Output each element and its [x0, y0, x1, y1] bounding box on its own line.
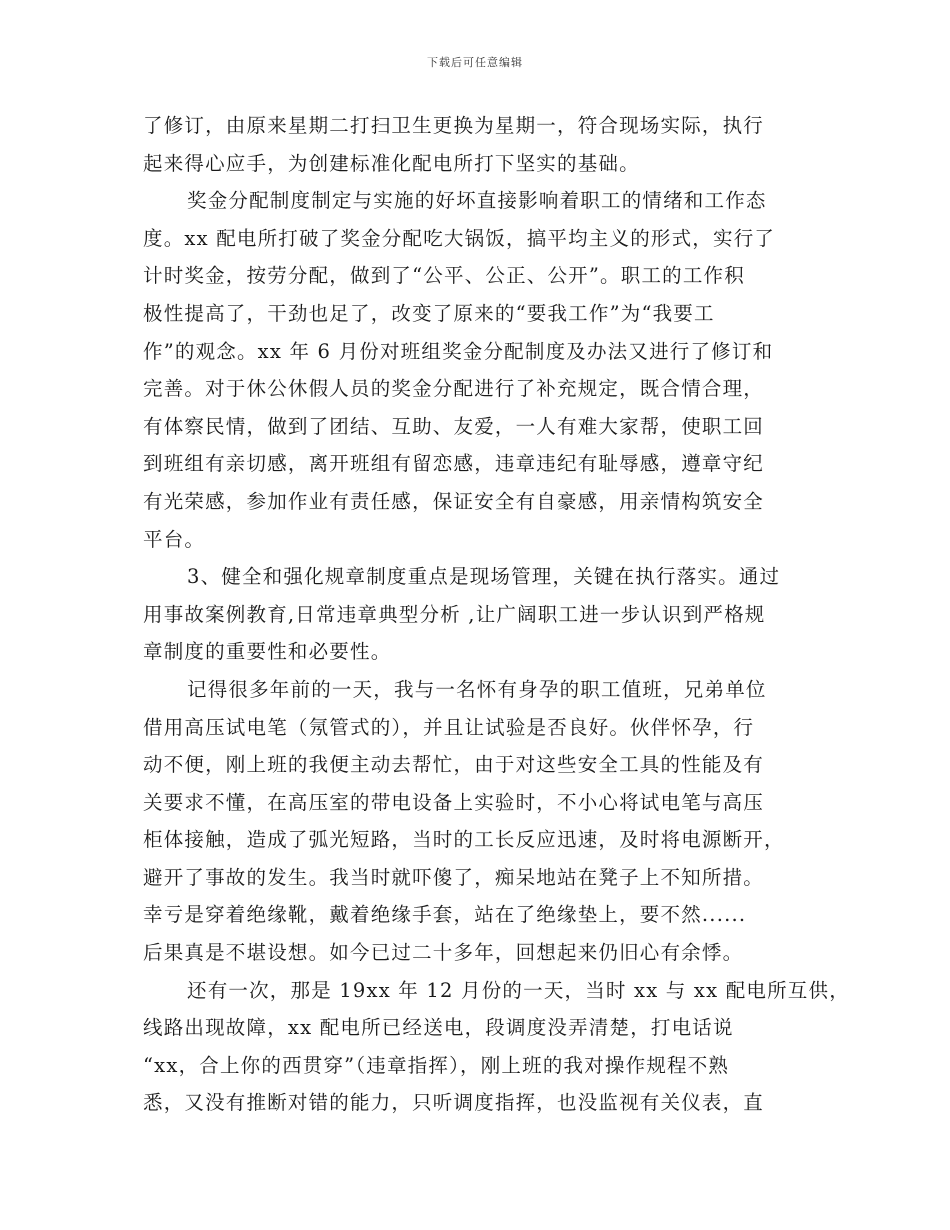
- text-line: 避开了事故的发生。我当时就吓傻了，痴呆地站在凳子上不知所措。: [143, 865, 765, 889]
- text-line: 线路出现故障，xx 配电所已经送电，段调度没弄清楚，打电话说: [143, 1016, 734, 1040]
- text-line: 起来得心应手，为创建标准化配电所打下坚实的基础。: [143, 151, 640, 175]
- text-line: 作”的观念。xx 年 6 月份对班组奖金分配制度及办法又进行了修订和: [143, 339, 774, 363]
- text-line: 幸亏是穿着绝缘靴，戴着绝缘手套，站在了绝缘垫上，要不然......: [143, 903, 747, 927]
- text-line: 了修订，由原来星期二打扫卫生更换为星期一，符合现场实际，执行: [143, 114, 765, 137]
- text-line: 借用高压试电笔（氖管式的），并且让试验是否良好。伙伴怀孕，行: [143, 715, 755, 739]
- text-line: 还有一次，那是 19xx 年 12 月份的一天，当时 xx 与 xx 配电所互供，: [187, 978, 850, 1002]
- text-line: 度。xx 配电所打破了奖金分配吃大锅饭，搞平均主义的形式，实行了: [143, 226, 776, 250]
- text-line: 柜体接触，造成了弧光短路，当时的工长反应迅速，及时将电源断开，: [143, 828, 785, 852]
- text-line: 关要求不懂，在高压室的带电设备上实验时，不小心将试电笔与高压: [143, 790, 765, 814]
- text-line: 有体察民情，做到了团结、互助、友爱，一人有难大家帮，使职工回: [143, 414, 765, 438]
- text-line: 到班组有亲切感，离开班组有留恋感，违章违纪有耻辱感，遵章守纪: [143, 452, 765, 476]
- text-line: 3、健全和强化规章制度重点是现场管理，关键在执行落实。通过: [187, 565, 781, 589]
- text-line: 动不便，刚上班的我便主动去帮忙，由于对这些安全工具的性能及有: [143, 753, 765, 777]
- text-line: 计时奖金，按劳分配，做到了“公平、公正、公开”。职工的工作积: [143, 264, 745, 288]
- text-line: 用事故案例教育,日常违章典型分析 ,让广阔职工进一步认识到严格规: [143, 602, 766, 626]
- text-line: “xx，合上你的西贯穿”（违章指挥），刚上班的我对操作规程不熟: [143, 1053, 730, 1077]
- document-body: [143, 107, 850, 1122]
- text-line: 奖金分配制度制定与实施的好坏直接影响着职工的情绪和工作态: [187, 189, 767, 213]
- text-line: 平台。: [143, 527, 206, 551]
- text-line: 后果真是不堪设想。如今已过二十多年，回想起来仍旧心有余悸。: [143, 941, 744, 965]
- text-line: 极性提高了，干劲也足了，改变了原来的“要我工作”为“我要工: [143, 301, 715, 325]
- text-line: 章制度的重要性和必要性。: [143, 640, 392, 664]
- text-line: 记得很多年前的一天，我与一名怀有身孕的职工值班，兄弟单位: [187, 677, 767, 701]
- text-line: 有光荣感，参加作业有责任感，保证安全有自豪感，用亲情构筑安全: [143, 489, 765, 513]
- page-header: 下载后可任意编辑: [427, 56, 523, 69]
- text-line: 悉，又没有推断对错的能力，只听调度指挥，也没监视有关仪表，直: [143, 1091, 765, 1115]
- text-line: 完善。对于休公休假人员的奖金分配进行了补充规定，既合情合理，: [143, 377, 765, 401]
